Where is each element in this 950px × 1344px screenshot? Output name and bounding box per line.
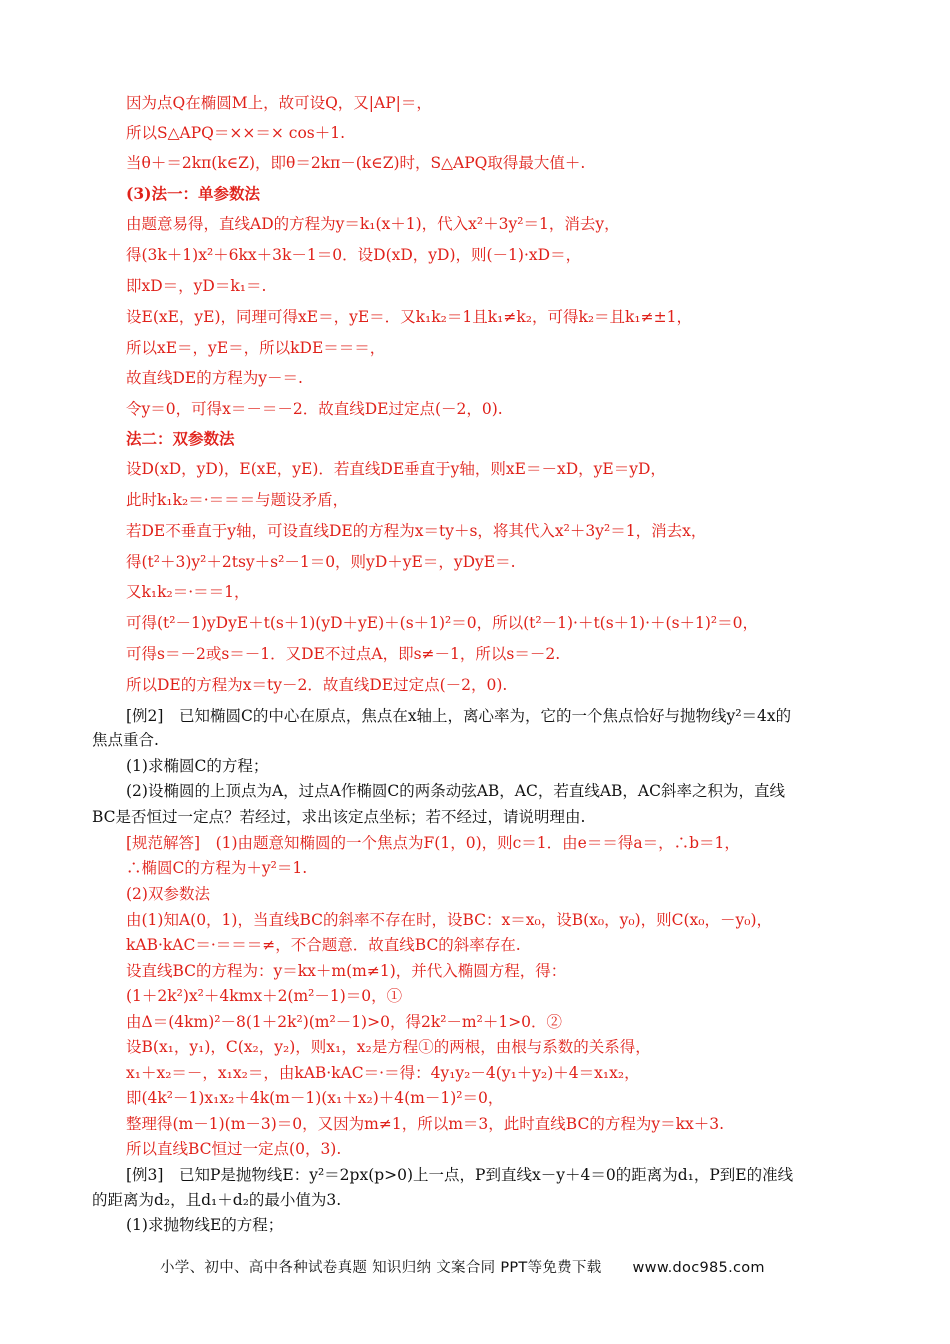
page-footer <box>160 1256 765 1277</box>
example-2-solution-6: 设直线BC的方程为：y＝kx＋m(m≠1)，并代入椭圆方程，得： <box>126 962 567 980</box>
example-2-solution-1: [规范解答] (1)由题意知椭圆的一个焦点为F(1，0)，则c＝1．由e＝＝得a＝，∴b＝1， <box>126 834 740 852</box>
solution-line-2: 所以S△APQ＝××＝× cos＋1. <box>126 124 346 142</box>
solution-line-5: 由题意易得，直线AD的方程为y＝k₁(x＋1)，代入x²＋3y²＝1，消去y， <box>126 215 620 233</box>
solution-line-3: 当θ＋＝2kπ(k∈Z)，即θ＝2kπ－(k∈Z)时，S△APQ取得最大值＋. <box>126 154 586 172</box>
solution-line-17: 又k₁k₂＝·＝＝1， <box>126 583 250 601</box>
example-2-statement: [例2] 已知椭圆C的中心在原点，焦点在x轴上，离心率为，它的一个焦点恰好与抛物线y²＝4x的 <box>126 707 792 725</box>
solution-line-16: 得(t²＋3)y²＋2tsy＋s²－1＝0，则yD＋yE＝，yDyE＝. <box>126 553 516 571</box>
example-2-solution-5: kAB·kAC＝·＝＝＝≠，不合题意．故直线BC的斜率存在. <box>126 936 521 954</box>
example-2-part-2-cont: BC是否恒过一定点？若经过，求出该定点坐标；若不经过，请说明理由. <box>92 808 586 826</box>
example-2-solution-2: ∴椭圆C的方程为＋y²＝1. <box>126 859 308 877</box>
example-2-method-heading: (2)双参数法 <box>126 885 210 903</box>
solution-line-20: 所以DE的方程为x＝ty－2．故直线DE过定点(－2，0). <box>126 676 508 694</box>
solution-line-18: 可得(t²－1)yDyE＋t(s＋1)(yD＋yE)＋(s＋1)²＝0，所以(t²－1)·＋t(s＋1)·＋(s＋1)²＝0， <box>126 614 759 632</box>
solution-line-19: 可得s＝－2或s＝－1．又DE不过点A，即s≠－1，所以s＝－2. <box>126 645 561 663</box>
example-2-solution-4: 由(1)知A(0，1)，当直线BC的斜率不存在时，设BC：x＝x₀，设B(x₀，y₀)，则C(x₀，－y₀)， <box>126 911 773 929</box>
footer-link[interactable]: www.doc985.com <box>632 1260 765 1276</box>
example-2-solution-10: x₁＋x₂＝－，x₁x₂＝，由kAB·kAC＝·＝得：4y₁y₂－4(y₁＋y₂)＋4＝x₁x₂， <box>126 1064 640 1082</box>
solution-line-8: 设E(xE，yE)，同理可得xE＝，yE＝．又k₁k₂＝1且k₁≠k₂，可得k₂＝且k₁≠±1， <box>126 308 692 326</box>
example-2-part-1: (1)求椭圆C的方程； <box>126 757 269 775</box>
solution-line-11: 令y＝0，可得x＝－＝－2．故直线DE过定点(－2，0). <box>126 400 503 418</box>
solution-line-7: 即xD＝，yD＝k₁＝. <box>126 277 267 295</box>
example-2-solution-13: 所以直线BC恒过一定点(0，3). <box>126 1140 342 1158</box>
solution-line-1: 因为点Q在椭圆M上，故可设Q，又|AP|＝， <box>126 94 432 112</box>
example-2-solution-12: 整理得(m－1)(m－3)＝0，又因为m≠1，所以m＝3，此时直线BC的方程为y＝kx＋3. <box>126 1115 724 1133</box>
example-3-statement-cont: 的距离为d₂，且d₁＋d₂的最小值为3. <box>92 1191 342 1209</box>
method-one-heading: (3)法一：单参数法 <box>126 184 260 203</box>
solution-line-10: 故直线DE的方程为y－＝. <box>126 369 303 387</box>
example-2-solution-9: 设B(x₁，y₁)，C(x₂，y₂)，则x₁，x₂是方程①的两根，由根与系数的关系得， <box>126 1038 651 1056</box>
footer-text: 小学、初中、高中各种试卷真题 知识归纳 文案合同 PPT等免费下载 <box>160 1260 602 1276</box>
example-3-statement: [例3] 已知P是抛物线E：y²＝2px(p>0)上一点，P到直线x－y＋4＝0的距离为d₁，P到E的准线 <box>126 1166 794 1184</box>
example-2-solution-7: (1＋2k²)x²＋4kmx＋2(m²－1)＝0，① <box>126 987 403 1005</box>
solution-line-6: 得(3k＋1)x²＋6kx＋3k－1＝0．设D(xD，yD)，则(－1)·xD＝， <box>126 246 582 264</box>
example-2-solution-11: 即(4k²－1)x₁x₂＋4k(m－1)(x₁＋x₂)＋4(m－1)²＝0， <box>126 1089 504 1107</box>
solution-line-15: 若DE不垂直于y轴，可设直线DE的方程为x＝ty＋s，将其代入x²＋3y²＝1，消去x， <box>126 522 707 540</box>
method-two-heading: 法二：双参数法 <box>126 429 235 448</box>
solution-line-13: 设D(xD，yD)，E(xE，yE)．若直线DE垂直于y轴，则xE＝－xD，yE＝yD， <box>126 460 666 478</box>
example-2-solution-8: 由Δ＝(4km)²－8(1＋2k²)(m²－1)>0，得2k²－m²＋1>0．② <box>126 1013 563 1031</box>
solution-line-14: 此时k₁k₂＝·＝＝＝与题设矛盾， <box>126 491 349 509</box>
solution-line-9: 所以xE＝，yE＝，所以kDE＝＝＝， <box>126 339 386 357</box>
example-2-part-2: (2)设椭圆的上顶点为A，过点A作椭圆C的两条动弦AB，AC，若直线AB，AC斜率之积为，直线 <box>126 782 785 800</box>
example-2-statement-cont: 焦点重合. <box>92 731 159 749</box>
example-3-part-1: (1)求抛物线E的方程； <box>126 1216 284 1234</box>
